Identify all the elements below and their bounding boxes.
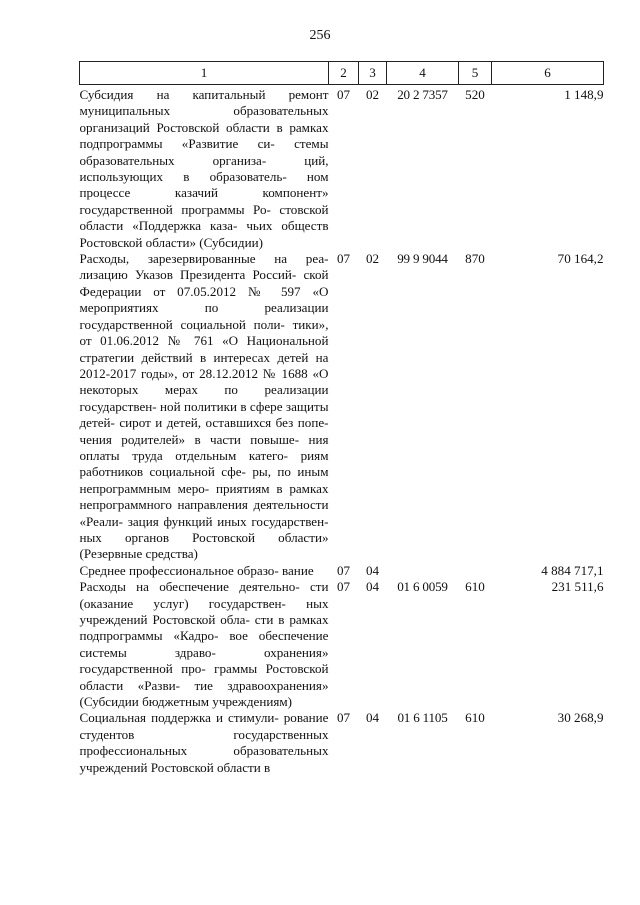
description-line: рамках подпрограммы «Развитие си- [79,119,329,152]
header-col-5: 5 [459,62,492,85]
description-line: Национальной стратегии действий в [79,333,329,365]
cell-expense-type [459,563,492,579]
description-line: вание [281,562,314,578]
description-line: тики», от 01.06.2012 № 761 «О [79,316,329,349]
cell-amount: 4 884 717,1 [541,562,604,578]
cell-amount: 70 164,2 [557,251,604,267]
description-line: ных органов Ростовской области» [79,529,329,545]
description-line: от 28.12.2012 № 1688 «О некоторых [79,365,329,398]
cell-expense-type: 610 [465,579,485,595]
cell-section: 07 [336,87,351,102]
cell-target-article: 01 6 1105 [397,710,448,726]
cell-subsection: 02 [365,251,380,267]
table-row [80,710,604,776]
description-line: «О мероприятиях по реализации [79,283,329,316]
cell-target-article [387,563,459,579]
header-col-4: 4 [387,62,459,85]
cell-section: 07 [336,562,351,578]
table-row [80,563,604,579]
description-line: ры, по иным непрограммным меро- [79,464,329,496]
description-line: ния оплаты труда отдельным катего- [79,431,329,463]
description-line: Среднее профессиональное образо- [79,562,279,578]
description-line: (Резервные средства) [79,546,198,562]
cell-target-article: 99 9 9044 [397,251,448,267]
table-row [80,579,604,710]
table-body [80,85,604,777]
description-line: государственной социальной поли- [79,316,285,332]
description-line: сирот и детей, оставшихся без попе- [119,415,329,431]
cell-subsection: 02 [365,87,380,102]
description-line: интересах детей на 2012-2017 годы», [79,349,329,381]
description-line: направления деятельности «Реали- [79,497,329,529]
cell-subsection: 04 [365,579,380,595]
description-line: ной политики в сфере защиты детей- [79,398,329,431]
description-line: (Субсидии) [199,234,263,250]
cell-target-article: 20 2 7357 [397,87,448,102]
description-line: лизацию Указов Президента Россий- [79,267,297,283]
description-line: граммы Ростовской области «Разви- [79,661,329,693]
description-line: профессиональных образовательных [79,743,329,759]
description-line: Расходы на обеспечение деятельно- [79,579,300,595]
description-line: бюджетным учреждениям) [142,694,293,710]
description-line: риям работников социальной сфе- [79,447,329,480]
header-col-1: 1 [80,62,329,85]
table-row [80,251,604,563]
description-line: тие здравоохранения» (Субсидии [79,677,329,710]
cell-description [80,563,329,579]
description-line: Расходы, зарезервированные на реа- [79,251,329,267]
description-line: Социальная поддержка и стимули- [79,710,279,726]
description-line: чьих обществ Ростовской области» [79,218,329,250]
description-line: муниципальных образовательных [79,103,329,119]
page-number: 256 [309,28,331,43]
description-line: сти в рамках подпрограммы «Кадро- [79,612,329,644]
cell-expense-type: 520 [465,87,485,102]
description-line: ций, использующих в образователь- [79,152,329,185]
description-line: охранения» государственной про- [79,644,329,677]
description-line: ном процессе казачий компонент» [79,169,329,201]
description-line: сти (оказание услуг) государствен- [79,579,329,611]
cell-section: 07 [336,579,351,595]
cell-description [80,251,329,563]
cell-amount: 1 148,9 [564,87,604,102]
budget-table [79,61,604,776]
description-line: ных учреждений Ростовской обла- [79,595,329,627]
cell-description [80,85,329,252]
description-line: стовской области «Поддержка каза- [79,201,329,234]
header-col-2: 2 [329,62,359,85]
cell-expense-type: 610 [465,710,485,726]
cell-subsection: 04 [365,562,380,578]
description-line: вое обеспечение системы здраво- [79,628,329,660]
description-line: чения родителей» в части повыше- [79,431,300,447]
description-line: мерах по реализации государствен- [79,382,329,414]
cell-expense-type: 870 [465,251,485,267]
description-line: стемы образовательных организа- [79,136,329,168]
table-header-row [80,62,604,85]
description-line: зация функций иных государствен- [127,513,329,529]
cell-amount: 30 268,9 [557,710,604,726]
table-row [80,85,604,252]
description-line: государственной программы Ро- [79,201,271,217]
description-line: ской Федерации от 07.05.2012 № 597 [79,267,329,299]
cell-amount: 231 511,6 [551,579,604,595]
cell-section: 07 [336,710,351,726]
description-line: Субсидия на капитальный ремонт [79,87,329,102]
cell-target-article: 01 6 0059 [397,579,448,595]
cell-description [80,710,329,776]
description-line: рование студентов государственных [79,710,329,742]
description-line: организаций Ростовской области в [79,119,283,135]
header-col-3: 3 [359,62,387,85]
cell-subsection: 04 [365,710,380,726]
cell-section: 07 [336,251,351,267]
header-col-6: 6 [492,62,604,85]
description-line: учреждений Ростовской области в [79,759,271,775]
description-line: приятиям в рамках непрограммного [79,480,329,513]
cell-description [80,579,329,710]
